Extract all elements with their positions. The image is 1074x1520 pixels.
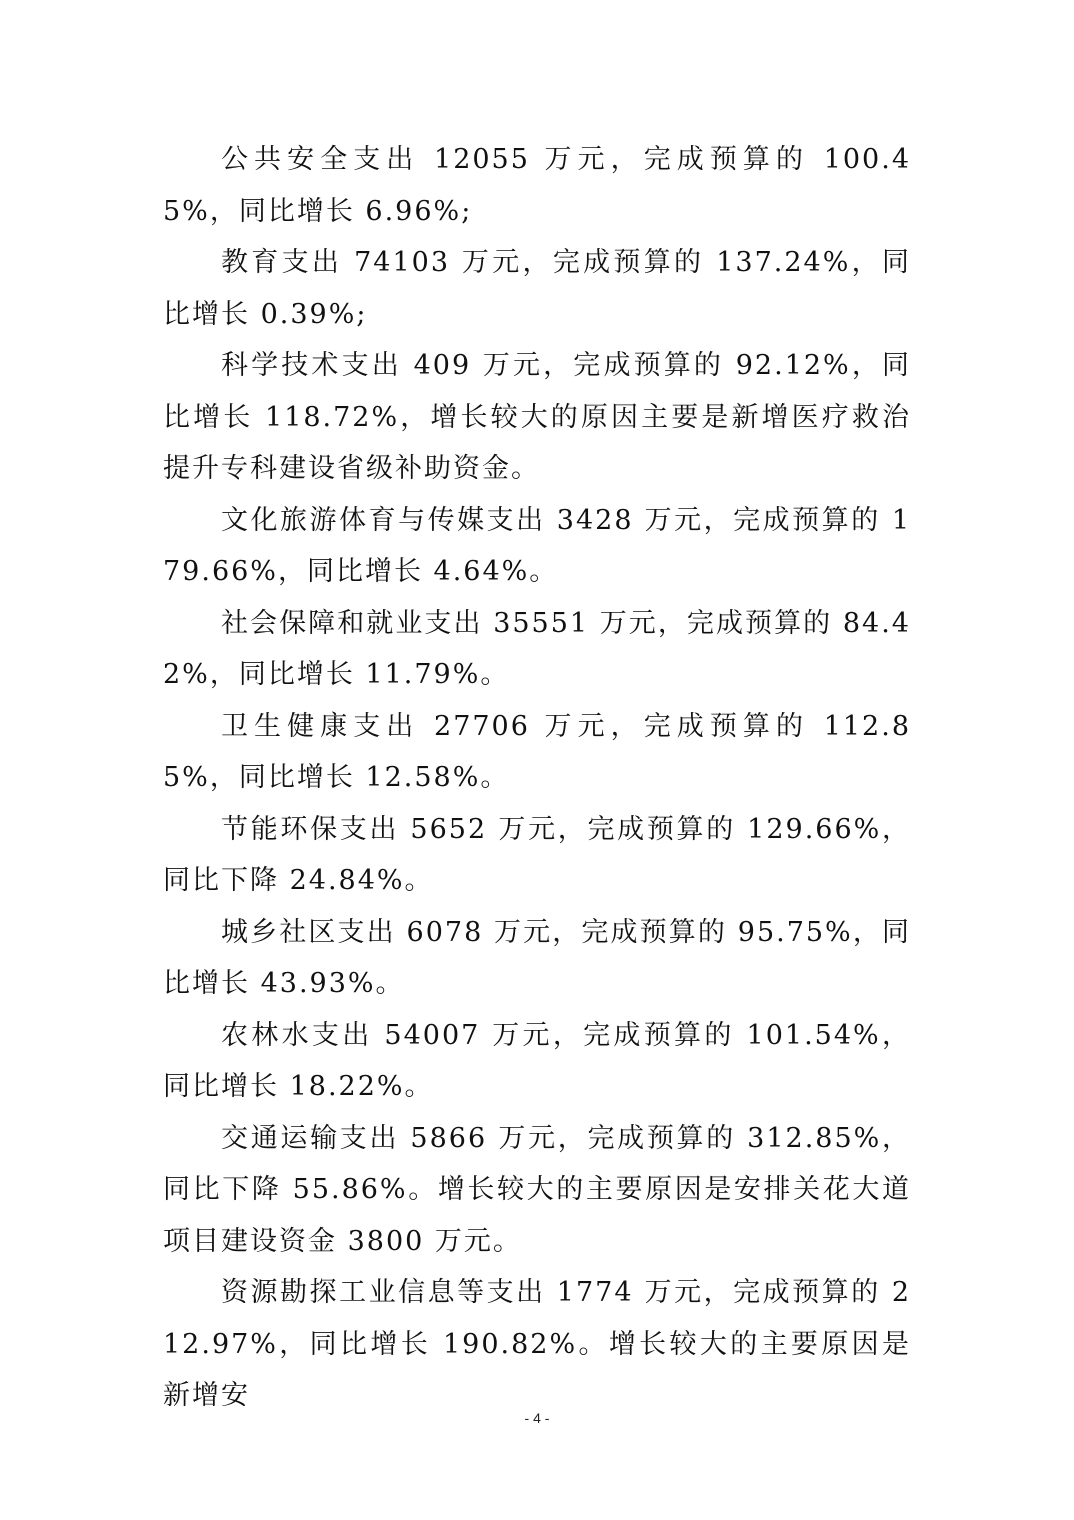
- paragraph-social-security-employment: 社会保障和就业支出 35551 万元，完成预算的 84.42%，同比增长 11.79%。: [163, 607, 911, 690]
- paragraph-public-safety: 公共安全支出 12055 万元，完成预算的 100.45%，同比增长 6.96%;: [163, 144, 911, 227]
- body-text: [163, 134, 911, 1422]
- paragraph-science-technology: 科学技术支出 409 万元，完成预算的 92.12%，同比增长 118.72%，增长较大的原因主要是新增医疗救治提升专科建设省级补助资金。: [163, 350, 911, 484]
- paragraph-health: 卫生健康支出 27706 万元，完成预算的 112.85%，同比增长 12.58%。: [163, 710, 911, 793]
- paragraph-agriculture-forestry-water: 农林水支出 54007 万元，完成预算的 101.54%，同比增长 18.22%。: [163, 1019, 911, 1102]
- paragraph-education: 教育支出 74103 万元，完成预算的 137.24%，同比增长 0.39%;: [163, 247, 911, 330]
- paragraph-resources-industry-information: 资源勘探工业信息等支出 1774 万元，完成预算的 212.97%，同比增长 190.82%。增长较大的主要原因是新增安: [163, 1277, 911, 1411]
- paragraph-transportation: 交通运输支出 5866 万元，完成预算的 312.85%，同比下降 55.86%。增长较大的主要原因是安排关花大道项目建设资金 3800 万元。: [163, 1122, 911, 1257]
- paragraph-energy-environment: 节能环保支出 5652 万元，完成预算的 129.66%，同比下降 24.84%。: [163, 813, 911, 896]
- paragraph-culture-tourism-sports-media: 文化旅游体育与传媒支出 3428 万元，完成预算的 179.66%，同比增长 4.64%。: [163, 504, 911, 587]
- page-number: - 4 -: [524, 1410, 550, 1426]
- paragraph-urban-rural-community: 城乡社区支出 6078 万元，完成预算的 95.75%，同比增长 43.93%。: [163, 916, 911, 999]
